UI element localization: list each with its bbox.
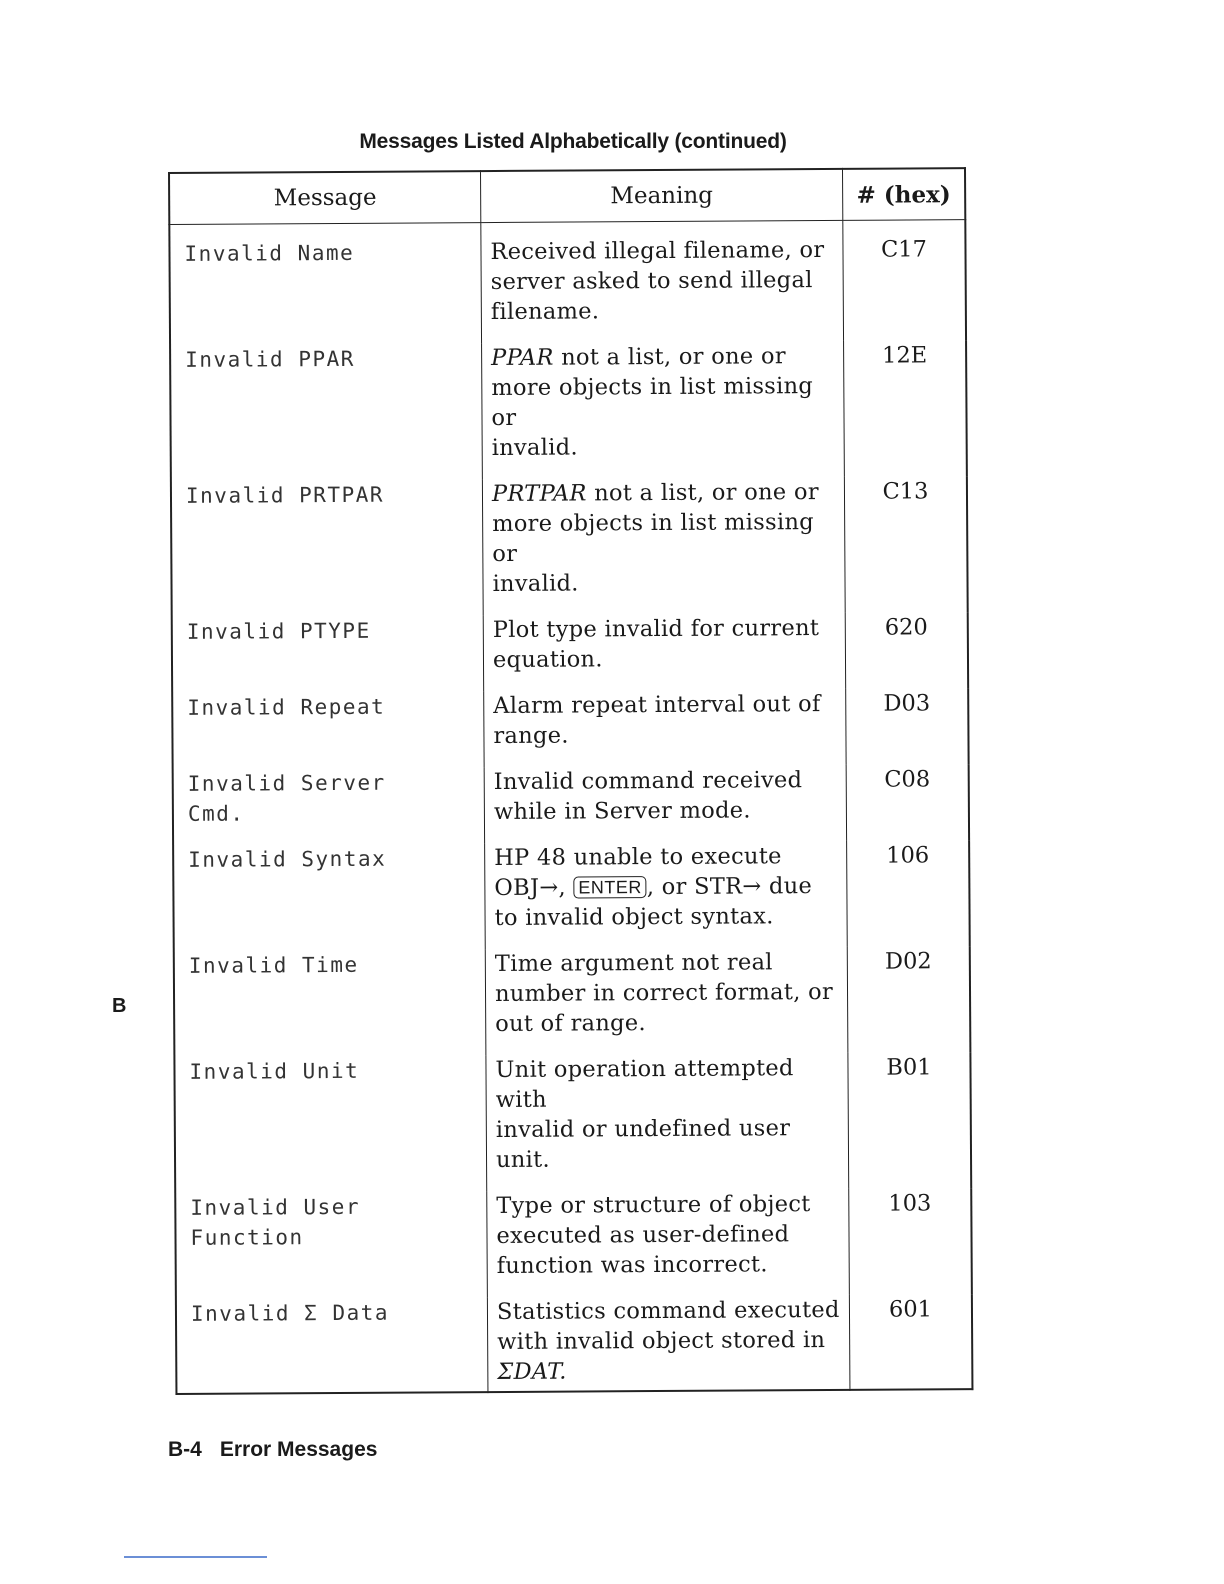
message-text: Invalid Repeat bbox=[187, 694, 386, 720]
page-number: B-4 bbox=[168, 1438, 202, 1461]
message-text: Invalid Syntax bbox=[188, 846, 387, 872]
hex-value: 620 bbox=[884, 614, 928, 641]
meaning-line: Plot type invalid for current bbox=[492, 615, 820, 644]
meaning-cell bbox=[484, 765, 846, 843]
meaning-cell bbox=[485, 947, 848, 1055]
meaning-text: , or STR→ due bbox=[646, 873, 813, 901]
table-row bbox=[173, 764, 969, 845]
message-text: Invalid Time bbox=[188, 952, 359, 978]
meaning-line: Statistics command executed bbox=[496, 1296, 840, 1326]
hex-cell bbox=[847, 946, 970, 1053]
meaning-cell bbox=[482, 341, 845, 479]
table-title: Messages Listed Alphabetically (continued) bbox=[359, 130, 787, 153]
table-row bbox=[172, 688, 968, 769]
message-cell bbox=[176, 1297, 488, 1394]
hex-cell bbox=[849, 1294, 972, 1390]
meaning-line: equation. bbox=[492, 646, 603, 674]
hex-cell bbox=[848, 1052, 971, 1189]
meaning-line: Received illegal filename, or bbox=[490, 236, 825, 266]
meaning-line: more objects in list missing or bbox=[492, 509, 815, 568]
table-row bbox=[172, 612, 968, 693]
page-footer bbox=[168, 1438, 377, 1462]
footer-rule bbox=[124, 1556, 267, 1558]
message-cell bbox=[172, 615, 484, 693]
meaning-line: function was incorrect. bbox=[496, 1251, 768, 1280]
meaning-line: Unit operation attempted with bbox=[495, 1055, 794, 1114]
message-cell bbox=[169, 223, 481, 345]
message-cell bbox=[173, 767, 485, 845]
meaning-line: ΣDAT. bbox=[497, 1358, 567, 1386]
meaning-line: HP 48 unable to execute bbox=[494, 843, 782, 872]
message-cell bbox=[170, 343, 482, 481]
meaning-line: Time argument not real bbox=[494, 949, 773, 978]
message-cell bbox=[173, 843, 485, 951]
meaning-text: not a list, or one or bbox=[553, 343, 786, 371]
header-meaning: Meaning bbox=[481, 169, 843, 223]
meaning-line: while in Server mode. bbox=[493, 797, 751, 826]
hex-value: 103 bbox=[888, 1190, 932, 1217]
hex-cell bbox=[844, 476, 967, 613]
messages-table-wrapper bbox=[168, 167, 973, 1395]
variable-name: PRTPAR bbox=[491, 480, 587, 508]
meaning-line: filename. bbox=[490, 298, 600, 326]
enter-key-icon: ENTER bbox=[573, 876, 647, 898]
meaning-text: not a list, or one or bbox=[586, 479, 819, 507]
table-header-row bbox=[169, 168, 965, 224]
meaning-line bbox=[491, 341, 839, 373]
hex-value: C17 bbox=[880, 236, 927, 263]
meaning-cell bbox=[484, 689, 846, 767]
message-text: Invalid Server bbox=[187, 770, 386, 796]
message-text: Function bbox=[190, 1225, 304, 1250]
message-text: Invalid User bbox=[190, 1194, 361, 1220]
hex-cell bbox=[847, 840, 970, 947]
message-text: Invalid PTYPE bbox=[186, 618, 371, 644]
meaning-cell bbox=[481, 220, 844, 343]
meaning-line: Invalid command received bbox=[493, 767, 803, 796]
section-name: Error Messages bbox=[219, 1438, 378, 1461]
meaning-cell bbox=[487, 1295, 850, 1392]
hex-cell bbox=[843, 220, 966, 341]
meaning-line bbox=[492, 477, 840, 509]
header-message: Message bbox=[169, 171, 481, 224]
meaning-line: executed as user-defined bbox=[496, 1221, 790, 1250]
message-text: Cmd. bbox=[187, 801, 245, 826]
meaning-text: OBJ→, bbox=[494, 874, 574, 902]
meaning-line: number in correct format, or bbox=[494, 978, 834, 1008]
message-cell bbox=[174, 1055, 486, 1193]
table-row bbox=[170, 340, 967, 481]
table-row bbox=[176, 1294, 973, 1394]
meaning-line: more objects in list missing or bbox=[491, 373, 814, 432]
hex-value: B01 bbox=[886, 1054, 932, 1081]
meaning-cell bbox=[486, 1053, 849, 1191]
meaning-line: with invalid object stored in bbox=[497, 1327, 826, 1356]
messages-table bbox=[168, 167, 973, 1395]
meaning-line: invalid. bbox=[491, 434, 578, 462]
meaning-cell bbox=[487, 1189, 850, 1297]
meaning-line: server asked to send illegal bbox=[490, 267, 813, 296]
meaning-line: range. bbox=[493, 722, 569, 750]
hex-value: 106 bbox=[886, 842, 930, 869]
table-row bbox=[173, 840, 970, 951]
table-row bbox=[174, 946, 971, 1057]
header-hex: # (hex) bbox=[842, 168, 965, 220]
hex-cell bbox=[846, 764, 969, 841]
message-text: Invalid Unit bbox=[189, 1058, 360, 1084]
message-cell bbox=[174, 949, 486, 1057]
message-text: Invalid PPAR bbox=[185, 346, 355, 372]
meaning-line: Type or structure of object bbox=[496, 1191, 811, 1220]
meaning-cell bbox=[482, 477, 845, 615]
hex-value: D03 bbox=[883, 690, 931, 717]
meaning-line: Alarm repeat interval out of bbox=[493, 691, 821, 720]
table-row bbox=[169, 220, 966, 345]
table-row bbox=[171, 476, 968, 617]
message-text: Invalid Σ Data bbox=[190, 1300, 390, 1326]
message-cell bbox=[171, 479, 483, 617]
message-cell bbox=[172, 691, 484, 769]
meaning-line: to invalid object syntax. bbox=[494, 903, 774, 932]
hex-value: 12E bbox=[882, 342, 928, 369]
hex-cell bbox=[844, 340, 967, 477]
hex-cell bbox=[845, 612, 968, 689]
section-tab-marker: B bbox=[112, 995, 127, 1017]
meaning-line: invalid or undefined user unit. bbox=[495, 1115, 791, 1174]
message-text: Invalid PRTPAR bbox=[185, 482, 385, 508]
meaning-cell bbox=[483, 613, 845, 691]
hex-value: D02 bbox=[884, 948, 932, 975]
hex-value: C13 bbox=[882, 478, 929, 505]
meaning-line: out of range. bbox=[495, 1010, 646, 1038]
message-cell bbox=[175, 1191, 487, 1299]
table-row bbox=[174, 1052, 971, 1193]
table-row bbox=[175, 1188, 972, 1299]
meaning-line: invalid. bbox=[492, 570, 579, 598]
variable-name: PPAR bbox=[491, 344, 554, 372]
message-text: Invalid Name bbox=[184, 240, 355, 266]
hex-cell bbox=[846, 688, 969, 765]
hex-cell bbox=[849, 1188, 972, 1295]
meaning-line bbox=[494, 871, 842, 903]
hex-value: 601 bbox=[888, 1296, 933, 1323]
meaning-cell bbox=[485, 841, 848, 949]
hex-value: C08 bbox=[884, 766, 931, 793]
